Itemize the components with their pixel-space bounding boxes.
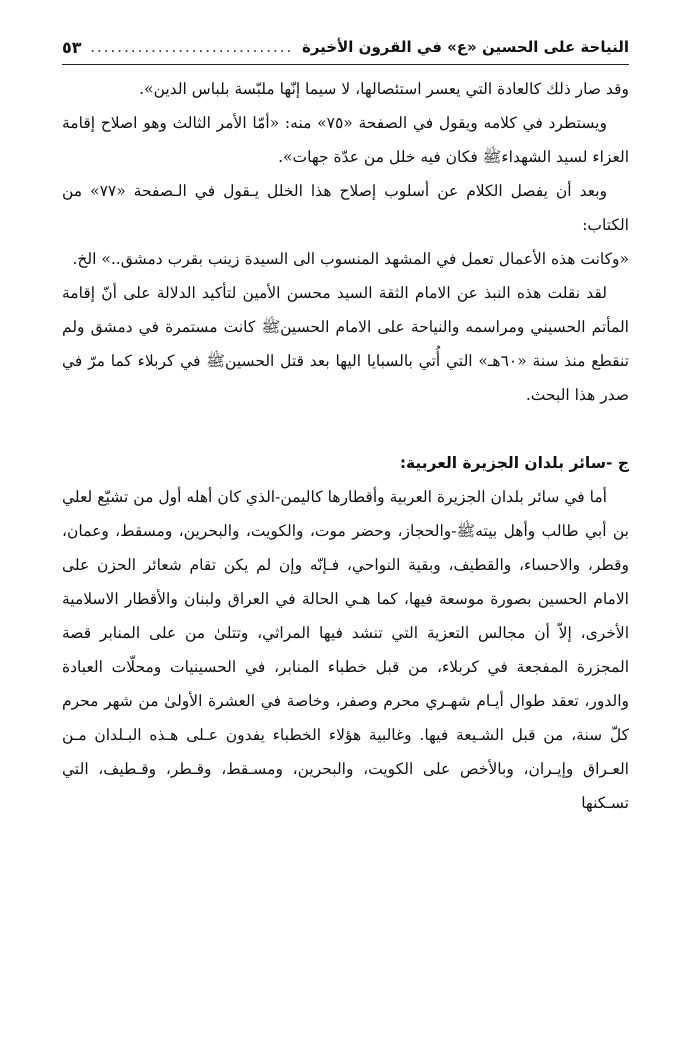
paragraph-5: لقد نقلت هذه النبذ عن الامام الثقة السيد محسن الأمين لتأكيد الدلالة على أنّ إقامة المأتم الحسيني ومراسمه والنياحة على الامام الحسينﷺ كانت مستمرة في دمشق ولم تنقطع منذ سنة «٦٠هـ» التي أُتي بالسبايا اليها بعد قتل الحسينﷺ في كربلاء كما مرّ في صدر هذا البحث.	[62, 284, 629, 404]
body-text	[62, 72, 629, 820]
paragraph-1: وقد صار ذلك كالعادة التي يعسر استئصالها، لا سيما إنّها ملبّسة بلباس الدين».	[139, 80, 629, 98]
header-rule	[62, 64, 629, 65]
section-spacer	[62, 412, 629, 446]
paragraph-4-quote: «وكانت هذه الأعمال تعمل في المشهد المنسوب الى السيدة زينب بقرب دمشق..» الخ.	[72, 250, 629, 268]
section-heading: ج -سائر بلدان الجزيرة العربية:	[399, 454, 629, 472]
page-number: ٥٣	[62, 37, 82, 57]
section-paragraph: أما في سائر بلدان الجزيرة العربية وأقطارها كاليمن-الذي كان أهله أول من تشيّع لعلي بن أبي طالب وأهل بيتهﷺ-والحجاز، وحضر موت، والكويت، والبحرين، ومسقط، وعمان، وقطر، والاحساء، والقطيف، وبقية النواحي، فـإنّه وإن لم يكن تقام شعائر الحزن على الامام الحسين بصورة موسعة فيها، كما هـي الحالة في العراق ولبنان والأقطار الاسلامية الأخرى، إلاّ أن مجالس التعزية التي تنشد فيها المراثي، وتتلىٰ من على المنابر قصة المجزرة المفجعة في كربلاء، من قبل خطباء المنابر، في الحسينيات ومحلّات العبادة والدور، تعقد طوال أيـام شهـري محرم وصفر، وخاصة في العشرة الأولىٰ من شهر محرم كلّ سنة، من قبل الشـيعة فيها. وغالبية هؤلاء الخطباء يفدون عـلى هـذه البـلدان مـن العـراق وإيـران، وبالأخص على الكويت، والبحرين، ومسـقط، وقـطر، وقـطيف، التي تسـكنها	[62, 488, 629, 812]
paragraph-3: وبعد أن يفصل الكلام عن أسلوب إصلاح هذا الخلل يـقول في الـصفحة «٧٧» من الكتاب:	[62, 182, 629, 234]
header-dot-leader: ..............................	[90, 38, 294, 56]
header-title: النياحة على الحسين «ع» في القرون الأخيرة	[302, 38, 629, 56]
running-header	[62, 30, 629, 64]
paragraph-2: ويستطرد في كلامه ويقول في الصفحة «٧٥» منه: «أمّا الأمر الثالث وهو اصلاح إقامة العزاء لسيد الشهداءﷺ فكان فيه خلل من عدّة جهات».	[62, 114, 629, 166]
